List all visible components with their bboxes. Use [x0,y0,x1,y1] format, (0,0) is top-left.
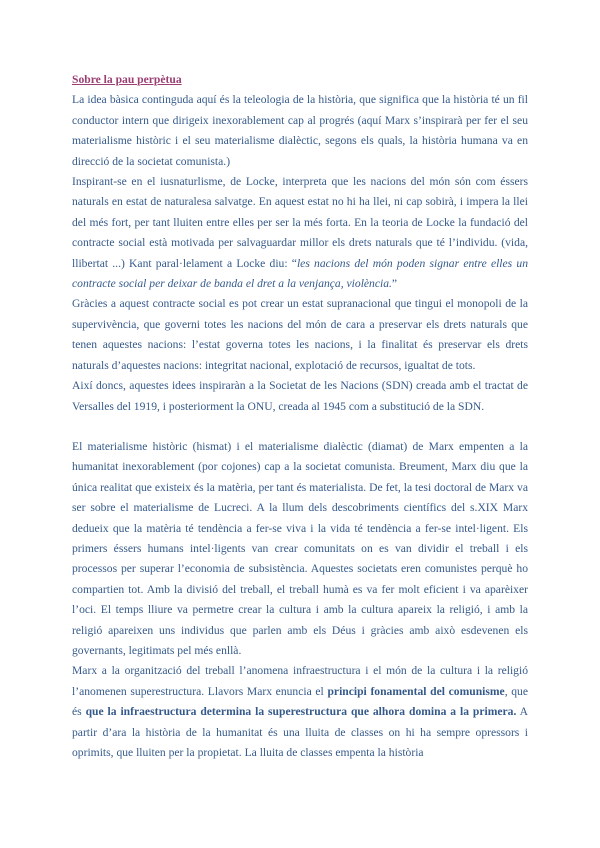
paragraph-social-contract: Gràcies a aquest contracte social es pot crear un estat supranacional que tingui el monopoli de la supervivència, que governi totes les nacions del món de cara a preservar els drets naturals que tenen aquestes nacions: l’estat governa totes les nacions, i la finalitat és preservar els drets naturals d’aquestes nacions: integritat nacional, explotació de recursos, igualtat de tots. [72,297,528,372]
quote-close: ” [391,277,398,291]
paragraph-infrastructure-text: Marx a la organització del treball l’anomena infraestructura i el món de la cultura i la religió l’anomenen superestructura. Llavors Marx enuncia el [72,664,528,698]
paragraph-gap [72,417,528,437]
section-title: Sobre la pau perpètua [72,73,182,86]
paragraph-locke-text: Inspirant-se en el iusnaturlisme, de Locke, interpreta que les nacions del món són com éssers naturals en estat de naturalesa salvatge. En aquest estat no hi ha llei, ni cap sobirà, i impera la llei del més fort, per tant lluiten entre elles per ser la més forta. En la teoria de Locke la fundació del contracte social està motivada per salvaguardar millor els drets naturals que té l’individu. (vida, llibertat ...) Kant paral·lelament a Locke diu: “ [72,175,528,270]
paragraph-locke [72,172,528,294]
paragraph-sdn: Així doncs, aquestes idees inspiraràn a la Societat de les Nacions (SDN) creada amb el tractat de Versalles del 1919, i posteriorment la ONU, creada al 1945 com a substitució de la SDN. [72,379,528,413]
paragraph-infrastructure-middle: , que és [72,684,529,719]
paragraph-materialism: El materialisme històric (hismat) i el materialisme dialèctic (diamat) de Marx empenten a la humanitat inexorablement (por cojones) cap a la societat comunista. Breument, Marx diu que la única realitat que existeix és la matèria, per tant és materialista. De fet, la tesi doctoral de Marx va ser sobre el materialisme de Lucreci. A la llum dels descobriments científics del s.XIX Marx dedueix que la matèria té tendència a fer-se viva i la vida té tendència a fer-se intel·ligent. Els primers éssers humans intel·ligents van crear comunitats on es van dividir el treball i els processos per superar l’economia de subsistència. Aquestes societats eren comunistes perquè ho compartien tot. Amb la divisió del treball, el treball humà es va fer molt eficient i va aparèixer l’oci. El temps lliure va permetre crear la cultura i amb la cultura apareix la religió, i amb la religió apareixen uns individus que parlen amb els Déus i gràcies amb això esdevenen els governants, legitimats pel més enllà. [72,439,528,657]
paragraph-teleology: La idea bàsica continguda aquí és la teleologia de la història, que significa que la història té un fil conductor intern que dirigeix inexorablement cap al progrés (aquí Marx s’inspirarà per fer el seu materialisme històric i el seu materialisme dialèctic, segons els quals, la història humana va en direcció de la societat comunista.) [72,93,528,168]
paragraph-infrastructure-end: A partir d’ara la història de la humanitat és una lluita de classes on hi ha sempre opressors i oprimits, que lluiten per la propietat. La lluita de classes empenta la història [72,705,528,759]
kant-quote: les nacions del món poden signar entre elles un contracte social per deixar de banda el dret a la venjança, violència. [72,256,528,291]
bold-principle: principi fonamental del comunisme [327,684,505,698]
bold-statement: que la infraestructura determina la superestructura que alhora domina a la primera. [85,705,517,719]
paragraph-infrastructure [72,661,528,763]
